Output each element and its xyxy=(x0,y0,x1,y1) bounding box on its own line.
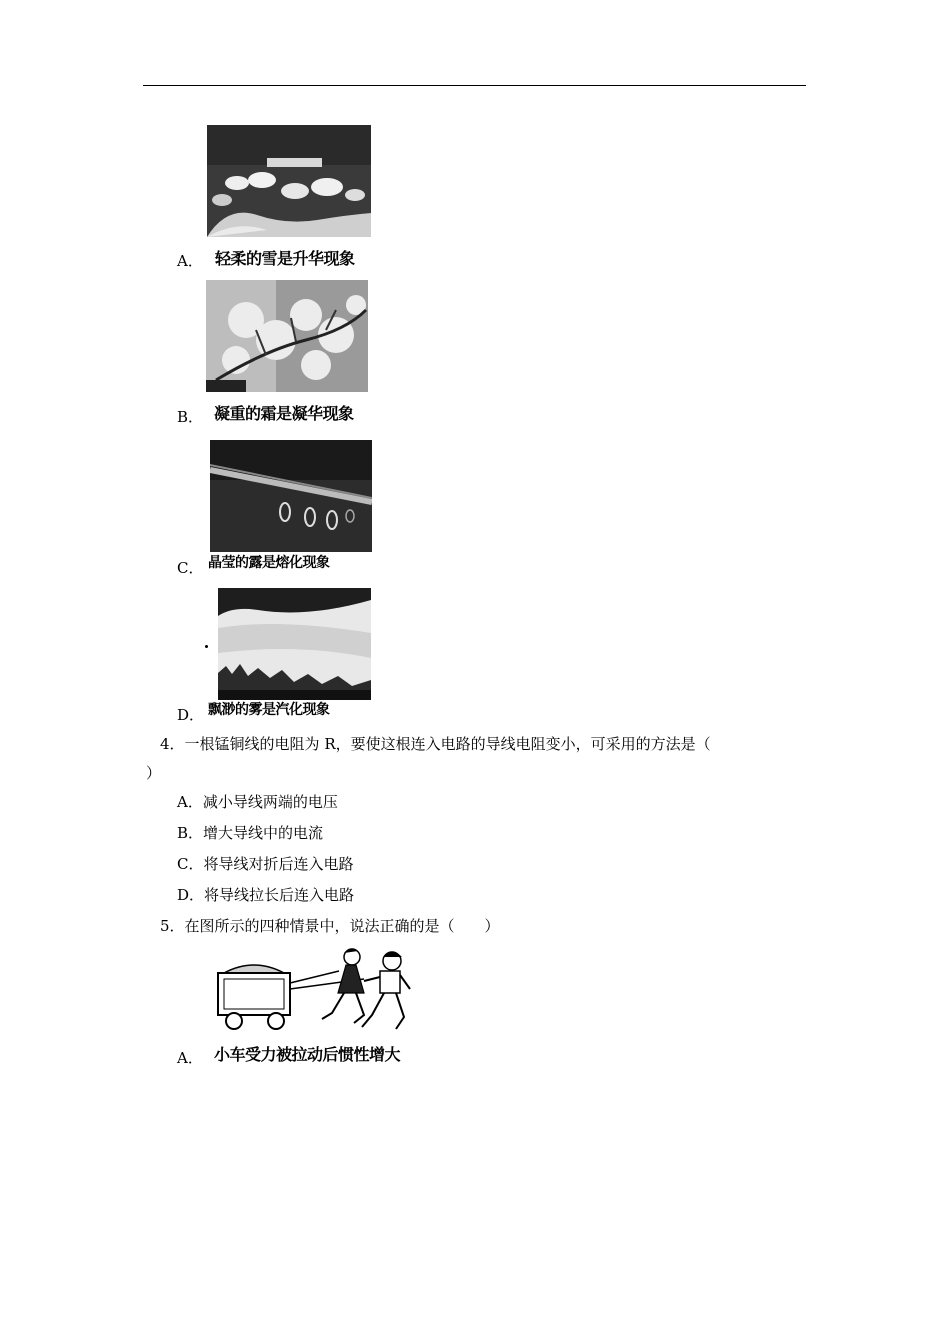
question-4-choice-b: B．增大导线中的电流 xyxy=(177,824,324,842)
option-caption-d: 飘渺的雾是汽化现象 xyxy=(208,702,330,718)
question-4-choice-d: D．将导线拉长后连入电路 xyxy=(177,886,355,904)
option-label-b: B． xyxy=(177,408,204,426)
option-label-d: D． xyxy=(177,706,205,724)
question-5-option-caption-a: 小车受力被拉动后惯性增大 xyxy=(214,1045,401,1064)
option-label-c: C． xyxy=(177,559,204,577)
question-4-stem xyxy=(160,733,711,754)
question-4-choice-c: C．将导线对折后连入电路 xyxy=(177,855,354,873)
dew-photo xyxy=(210,440,372,552)
question-5-stem-text: 在图所示的四种情景中，说法正确的是（ ） xyxy=(184,917,500,935)
question-5-option-label-a: A． xyxy=(177,1049,203,1067)
question-4-stem-line1: 一根锰铜线的电阻为 R，要使这根连入电路的导线电阻变小，可采用的方法是（ xyxy=(184,735,711,753)
snow-photo xyxy=(207,125,371,237)
fog-photo xyxy=(218,588,371,700)
option-caption-b: 凝重的霜是凝华现象 xyxy=(214,404,354,423)
header-rule xyxy=(143,85,806,86)
frost-photo xyxy=(206,280,368,392)
option-label-a: A． xyxy=(177,252,203,270)
cart-pulling-illustration xyxy=(214,943,414,1035)
stray-dot xyxy=(205,645,208,648)
question-4-number: 4． xyxy=(160,735,185,753)
question-4-choice-a: A．减小导线两端的电压 xyxy=(177,793,338,811)
option-caption-c: 晶莹的露是熔化现象 xyxy=(208,555,330,571)
option-caption-a: 轻柔的雪是升华现象 xyxy=(215,249,355,268)
question-5-number: 5． xyxy=(160,917,185,935)
question-5-stem xyxy=(160,915,500,936)
question-4-stem-line2: ） xyxy=(146,764,162,782)
